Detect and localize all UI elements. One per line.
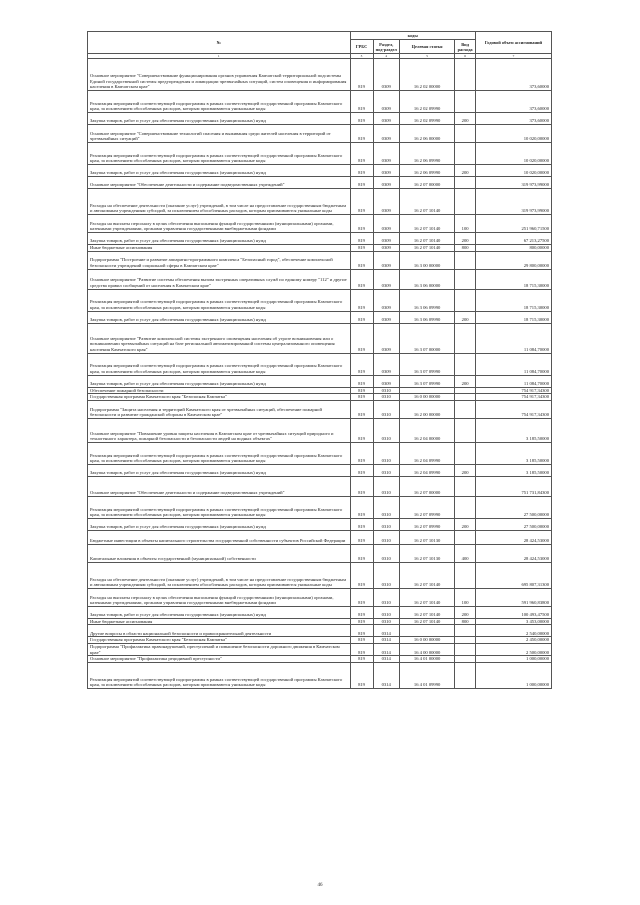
row-razdel-cell: 0309: [373, 189, 399, 215]
row-name-cell: Закупка товаров, работ и услуг для обеспечения государственных (муниципальных) нужд: [88, 464, 351, 476]
row-target-cell: 16 2 06 09990: [399, 165, 454, 177]
row-grbs-cell: 819: [350, 353, 373, 375]
row-expense-type-cell: 100: [455, 588, 476, 606]
row-razdel-cell: 0314: [373, 656, 399, 663]
row-expense-type-cell: [455, 442, 476, 464]
row-name-cell: Закупка товаров, работ и услуг для обеспечения государственных (муниципальных) нужд: [88, 311, 351, 323]
row-expense-type-cell: [455, 387, 476, 394]
row-target-cell: 16 3 06 00000: [399, 269, 454, 289]
row-amount-cell: 18 715,30000: [475, 289, 551, 311]
table-row: [88, 323, 552, 353]
row-razdel-cell: 0310: [373, 562, 399, 588]
row-target-cell: 16 2 02 09990: [399, 113, 454, 125]
table-row: [88, 606, 552, 618]
row-target-cell: 16 2 02 09990: [399, 91, 454, 113]
row-grbs-cell: 819: [350, 375, 373, 387]
row-expense-type-cell: 400: [455, 544, 476, 562]
row-expense-type-cell: [455, 400, 476, 418]
row-amount-cell: 2 500,00000: [475, 643, 551, 655]
row-expense-type-cell: [455, 323, 476, 353]
row-target-cell: 16 2 07 10140: [399, 215, 454, 233]
row-amount-cell: 11 084,70000: [475, 323, 551, 353]
row-name-cell: Реализация мероприятий соответствующей подпрограммы в рамках соответствующей государственной программы Камчатского края, за исключением обособленных расходов, которым присваиваются уникальные коды: [88, 496, 351, 518]
row-grbs-cell: 819: [350, 233, 373, 245]
row-razdel-cell: 0309: [373, 353, 399, 375]
row-grbs-cell: 819: [350, 662, 373, 688]
row-grbs-cell: 819: [350, 643, 373, 655]
row-name-cell: Основное мероприятие "Совершенствование технологий спасения и выживания среди жителей населения в территорий от чрезвычайных ситуаций": [88, 125, 351, 143]
table-row: [88, 643, 552, 655]
row-expense-type-cell: 200: [455, 233, 476, 245]
row-amount-cell: 373,60000: [475, 59, 551, 91]
row-amount-cell: 373,60000: [475, 113, 551, 125]
row-razdel-cell: 0310: [373, 588, 399, 606]
row-grbs-cell: 819: [350, 442, 373, 464]
row-razdel-cell: 0309: [373, 59, 399, 91]
row-expense-type-cell: [455, 656, 476, 663]
row-name-cell: Закупка товаров, работ и услуг для обеспечения государственных (муниципальных) нужд: [88, 165, 351, 177]
row-razdel-cell: 0310: [373, 442, 399, 464]
row-grbs-cell: 819: [350, 530, 373, 544]
header-razdel: Раздел, под-раздел: [373, 40, 399, 54]
row-name-cell: Закупка товаров, работ и услуг для обеспечения государственных (муниципальных) нужд: [88, 518, 351, 530]
row-name-cell: Закупка товаров, работ и услуг для обеспечения государственных (муниципальных) нужд: [88, 233, 351, 245]
row-amount-cell: 11 084,70000: [475, 375, 551, 387]
row-razdel-cell: 0309: [373, 91, 399, 113]
row-grbs-cell: 819: [350, 323, 373, 353]
row-name-cell: Государственная программа Камчатского края "Безопасная Камчатка": [88, 394, 351, 401]
row-expense-type-cell: [455, 562, 476, 588]
table-row: [88, 625, 552, 637]
row-expense-type-cell: [455, 530, 476, 544]
row-grbs-cell: 819: [350, 496, 373, 518]
row-amount-cell: 10 020,00000: [475, 165, 551, 177]
row-name-cell: Реализация мероприятий соответствующей подпрограммы в рамках соответствующей государственной программы Камчатского края, за исключением обособленных расходов, которым присваиваются уникальные коды: [88, 353, 351, 375]
row-razdel-cell: 0309: [373, 323, 399, 353]
row-razdel-cell: 0310: [373, 476, 399, 496]
row-expense-type-cell: [455, 189, 476, 215]
row-name-cell: Основное мероприятие "Совершенствование функционирования органов управления Камчатской территориальной подсистемы Единой государственной системы предупреждения и ликвидации чрезвычайных ситуаций, систем оповещения и информирования населения в Камчатском крае": [88, 59, 351, 91]
table-row: [88, 353, 552, 375]
row-target-cell: 16 2 07 10140: [399, 233, 454, 245]
row-name-cell: Основное мероприятие "Обеспечение деятельности и содержание подведомственных учреждений": [88, 177, 351, 189]
row-razdel-cell: 0309: [373, 251, 399, 269]
table-row: [88, 91, 552, 113]
table-row: [88, 418, 552, 442]
row-name-cell: Расходы на обеспечение деятельности (оказание услуг) учреждений, в том числе на предоставление государственным бюджетным и автономным учреждениям субсидий, за исключением обособленных расходов, которым присваиваются уникальные коды: [88, 562, 351, 588]
row-amount-cell: 10 020,00000: [475, 125, 551, 143]
row-target-cell: 16 4 01 00000: [399, 656, 454, 663]
row-razdel-cell: 0310: [373, 496, 399, 518]
row-target-cell: 16 3 00 00000: [399, 251, 454, 269]
row-name-cell: Основное мероприятие "Обеспечение деятельности и содержание подведомственных учреждений": [88, 476, 351, 496]
row-amount-cell: 11 084,70000: [475, 353, 551, 375]
row-name-cell: Реализация мероприятий соответствующей подпрограммы в рамках соответствующей государственной программы Камчатского края, за исключением обособленных расходов, которым присваиваются уникальные коды: [88, 662, 351, 688]
row-grbs-cell: 819: [350, 544, 373, 562]
row-name-cell: Бюджетные инвестиции в объекты капитального строительства государственной собственности субъектов Российской Федерации: [88, 530, 351, 544]
header-codes: коды: [350, 32, 475, 40]
table-row: [88, 251, 552, 269]
row-target-cell: 16 2 07 09990: [399, 496, 454, 518]
row-expense-type-cell: [455, 177, 476, 189]
row-amount-cell: 28 424,53000: [475, 530, 551, 544]
row-target-cell: 16 0 00 00000: [399, 394, 454, 401]
table-body: [88, 54, 552, 689]
row-expense-type-cell: [455, 353, 476, 375]
row-razdel-cell: 0310: [373, 394, 399, 401]
row-expense-type-cell: 200: [455, 518, 476, 530]
row-target-cell: [399, 625, 454, 637]
row-name-cell: Основное мероприятие "Профилактика рецидивной преступности": [88, 656, 351, 663]
row-target-cell: 16 2 07 10140: [399, 562, 454, 588]
row-razdel-cell: 0309: [373, 125, 399, 143]
row-name-cell: Реализация мероприятий соответствующей подпрограммы в рамках соответствующей государственной программы Камчатского края, за исключением обособленных расходов, которым присваиваются уникальные коды: [88, 91, 351, 113]
row-grbs-cell: 819: [350, 464, 373, 476]
row-expense-type-cell: 800: [455, 245, 476, 252]
row-target-cell: 16 2 07 10140: [399, 189, 454, 215]
row-target-cell: 16 3 06 09990: [399, 289, 454, 311]
row-expense-type-cell: 200: [455, 113, 476, 125]
row-grbs-cell: 819: [350, 387, 373, 394]
row-name-cell: Расходы на обеспечение деятельности (оказание услуг) учреждений, в том числе на предоставление государственным бюджетным и автономным учреждениям субсидий, за исключением обособленных расходов, которым присваиваются уникальные коды: [88, 189, 351, 215]
table-row: [88, 530, 552, 544]
table-row: [88, 375, 552, 387]
row-razdel-cell: 0309: [373, 165, 399, 177]
row-amount-cell: 251 960,71500: [475, 215, 551, 233]
row-razdel-cell: 0314: [373, 662, 399, 688]
row-target-cell: 16 2 04 09990: [399, 442, 454, 464]
budget-table: [87, 31, 552, 689]
row-grbs-cell: 819: [350, 588, 373, 606]
row-target-cell: 16 2 07 10140: [399, 606, 454, 618]
row-name-cell: Подпрограмма "Построение и развитие аппаратно-программного комплекса "Безопасный город", обеспечение комплексной безопасности учреждений социальной сферы в Камчатском крае": [88, 251, 351, 269]
row-expense-type-cell: [455, 643, 476, 655]
row-razdel-cell: 0310: [373, 518, 399, 530]
row-amount-cell: 3 453,00000: [475, 618, 551, 625]
row-expense-type-cell: [455, 496, 476, 518]
header-grbs: ГРБС: [350, 40, 373, 54]
table-row: [88, 245, 552, 252]
row-expense-type-cell: 200: [455, 165, 476, 177]
row-expense-type-cell: 200: [455, 311, 476, 323]
table-row: [88, 165, 552, 177]
row-grbs-cell: 819: [350, 418, 373, 442]
row-grbs-cell: 819: [350, 656, 373, 663]
row-amount-cell: 695 807,31300: [475, 562, 551, 588]
row-expense-type-cell: [455, 418, 476, 442]
row-amount-cell: 1 000,00000: [475, 656, 551, 663]
table-row: [88, 215, 552, 233]
row-target-cell: 16 2 07 10130: [399, 544, 454, 562]
row-name-cell: Расходы на выплаты персоналу в целях обеспечения выполнения функций государственными (муниципальными) органами, казенными учреждениями, органами управления государственными внебюджетными фондами: [88, 588, 351, 606]
row-expense-type-cell: 200: [455, 606, 476, 618]
row-grbs-cell: 819: [350, 311, 373, 323]
row-grbs-cell: 819: [350, 269, 373, 289]
row-amount-cell: 3 185,50000: [475, 418, 551, 442]
row-amount-cell: 373,60000: [475, 91, 551, 113]
row-razdel-cell: 0309: [373, 215, 399, 233]
row-target-cell: 16 2 04 09990: [399, 464, 454, 476]
row-amount-cell: 319 973,99000: [475, 177, 551, 189]
table-row: [88, 562, 552, 588]
row-target-cell: 16 2 07 10130: [399, 530, 454, 544]
row-grbs-cell: 819: [350, 125, 373, 143]
table-row: [88, 311, 552, 323]
row-expense-type-cell: [455, 125, 476, 143]
table-row: [88, 177, 552, 189]
row-expense-type-cell: [455, 289, 476, 311]
column-number-cell: 3: [350, 54, 373, 59]
row-razdel-cell: 0309: [373, 245, 399, 252]
row-grbs-cell: 819: [350, 618, 373, 625]
row-expense-type-cell: [455, 394, 476, 401]
table-row: [88, 442, 552, 464]
row-amount-cell: 2 540,00000: [475, 625, 551, 637]
row-amount-cell: 27 500,00000: [475, 518, 551, 530]
row-amount-cell: 1 000,00000: [475, 662, 551, 688]
row-grbs-cell: 819: [350, 59, 373, 91]
row-name-cell: Основное мероприятие "Развитие системы обеспечения вызова экстренных оперативных служб по единому номеру "112" и другие средства правил сообщений от населения в Камчатском крае": [88, 269, 351, 289]
table-row: [88, 59, 552, 91]
row-name-cell: Государственная программа Камчатского края "Безопасная Камчатка": [88, 637, 351, 644]
row-razdel-cell: 0309: [373, 289, 399, 311]
row-amount-cell: 67 213,27500: [475, 233, 551, 245]
table-row: [88, 637, 552, 644]
header-target-article: Целевая статья: [399, 40, 454, 54]
row-grbs-cell: 819: [350, 251, 373, 269]
table-row: [88, 113, 552, 125]
table-row: [88, 496, 552, 518]
table-row: [88, 143, 552, 165]
row-amount-cell: 27 500,00000: [475, 496, 551, 518]
row-name-cell: Реализация мероприятий соответствующей подпрограммы в рамках соответствующей государственной программы Камчатского края, за исключением обособленных расходов, которым присваиваются уникальные коды: [88, 442, 351, 464]
row-grbs-cell: 819: [350, 394, 373, 401]
row-amount-cell: 29 800,00000: [475, 251, 551, 269]
row-name-cell: Обеспечение пожарной безопасности: [88, 387, 351, 394]
row-grbs-cell: 819: [350, 562, 373, 588]
table-row: [88, 464, 552, 476]
row-amount-cell: 18 715,30000: [475, 311, 551, 323]
row-name-cell: Иные бюджетные ассигнования: [88, 245, 351, 252]
row-target-cell: 16 3 07 00000: [399, 323, 454, 353]
table-row: [88, 544, 552, 562]
table-row: [88, 394, 552, 401]
row-razdel-cell: 0309: [373, 177, 399, 189]
table-row: [88, 269, 552, 289]
row-amount-cell: 3 185,50000: [475, 442, 551, 464]
table-row: [88, 125, 552, 143]
row-target-cell: 16 2 07 00000: [399, 476, 454, 496]
row-grbs-cell: 819: [350, 113, 373, 125]
row-grbs-cell: 819: [350, 143, 373, 165]
row-razdel-cell: 0314: [373, 643, 399, 655]
row-grbs-cell: 819: [350, 400, 373, 418]
row-amount-cell: 754 917,34300: [475, 394, 551, 401]
row-target-cell: 16 2 02 00000: [399, 59, 454, 91]
row-grbs-cell: 819: [350, 625, 373, 637]
row-name-cell: Расходы на выплаты персоналу в целях обеспечения выполнения функций государственными (муниципальными) органами, казенными учреждениями, органами управления государственными внебюджетными фондами: [88, 215, 351, 233]
row-razdel-cell: 0309: [373, 113, 399, 125]
row-expense-type-cell: [455, 637, 476, 644]
row-target-cell: 16 2 07 00000: [399, 177, 454, 189]
table-row: [88, 662, 552, 688]
row-razdel-cell: 0309: [373, 143, 399, 165]
column-number-cell: 1: [88, 54, 351, 59]
column-number-cell: 5: [399, 54, 454, 59]
header-number: №: [88, 32, 351, 54]
row-razdel-cell: 0314: [373, 637, 399, 644]
row-name-cell: Закупка товаров, работ и услуг для обеспечения государственных (муниципальных) нужд: [88, 113, 351, 125]
table-row: [88, 588, 552, 606]
row-expense-type-cell: [455, 143, 476, 165]
row-target-cell: 16 2 07 10140: [399, 588, 454, 606]
row-name-cell: Подпрограмма "Профилактика правонарушений, преступлений и повышение безопасности дорожного движения в Камчатском крае": [88, 643, 351, 655]
row-target-cell: 16 2 07 09990: [399, 518, 454, 530]
table-row: [88, 656, 552, 663]
row-razdel-cell: 0310: [373, 387, 399, 394]
row-expense-type-cell: 200: [455, 464, 476, 476]
row-target-cell: 16 4 01 09990: [399, 662, 454, 688]
row-name-cell: Иные бюджетные ассигнования: [88, 618, 351, 625]
row-expense-type-cell: [455, 269, 476, 289]
row-razdel-cell: 0310: [373, 530, 399, 544]
table-row: [88, 476, 552, 496]
row-target-cell: 16 0 00 00000: [399, 637, 454, 644]
row-razdel-cell: 0310: [373, 618, 399, 625]
table-header: [88, 32, 552, 54]
row-target-cell: 16 2 00 00000: [399, 400, 454, 418]
row-amount-cell: 18 715,30000: [475, 269, 551, 289]
row-amount-cell: 28 424,53000: [475, 544, 551, 562]
row-grbs-cell: 819: [350, 177, 373, 189]
row-razdel-cell: 0314: [373, 625, 399, 637]
budget-table-sheet: [87, 31, 552, 689]
table-row: [88, 618, 552, 625]
header-expense-type: Вид расхода: [455, 40, 476, 54]
row-grbs-cell: 819: [350, 476, 373, 496]
row-amount-cell: 591 960,83800: [475, 588, 551, 606]
row-name-cell: Реализация мероприятий соответствующей подпрограммы в рамках соответствующей государственной программы Камчатского края, за исключением обособленных расходов, которым присваиваются уникальные коды: [88, 143, 351, 165]
row-target-cell: 16 2 07 10140: [399, 245, 454, 252]
row-grbs-cell: 819: [350, 518, 373, 530]
row-amount-cell: 751 731,84300: [475, 476, 551, 496]
row-expense-type-cell: 100: [455, 215, 476, 233]
row-razdel-cell: 0310: [373, 464, 399, 476]
row-name-cell: Капитальные вложения в объекты государственной (муниципальной) собственности: [88, 544, 351, 562]
row-target-cell: 16 4 00 00000: [399, 643, 454, 655]
column-number-cell: 6: [455, 54, 476, 59]
table-row: [88, 387, 552, 394]
row-grbs-cell: 819: [350, 165, 373, 177]
page-number: 46: [317, 883, 323, 888]
row-grbs-cell: 819: [350, 245, 373, 252]
row-expense-type-cell: [455, 476, 476, 496]
row-expense-type-cell: [455, 662, 476, 688]
row-amount-cell: 10 020,00000: [475, 143, 551, 165]
row-amount-cell: 319 973,99000: [475, 189, 551, 215]
row-razdel-cell: 0310: [373, 544, 399, 562]
column-number-cell: 7: [475, 54, 551, 59]
row-grbs-cell: 819: [350, 289, 373, 311]
row-name-cell: Подпрограмма "Защита населения и территорий Камчатского края от чрезвычайных ситуаций, обеспечение пожарной безопасности и развитие гражданской обороны в Камчатском крае": [88, 400, 351, 418]
row-name-cell: Реализация мероприятий соответствующей подпрограммы в рамках соответствующей государственной программы Камчатского края, за исключением обособленных расходов, которым присваиваются уникальные коды: [88, 289, 351, 311]
row-grbs-cell: 819: [350, 606, 373, 618]
row-grbs-cell: 819: [350, 189, 373, 215]
header-annual-volume: Годовой объем ассигнований: [475, 32, 551, 54]
row-expense-type-cell: [455, 91, 476, 113]
table-row: [88, 400, 552, 418]
row-razdel-cell: 0309: [373, 375, 399, 387]
row-expense-type-cell: 800: [455, 618, 476, 625]
row-target-cell: 16 2 04 00000: [399, 418, 454, 442]
row-target-cell: 16 3 07 09990: [399, 353, 454, 375]
row-amount-cell: 800,00000: [475, 245, 551, 252]
row-razdel-cell: 0309: [373, 269, 399, 289]
row-amount-cell: 100 493,47500: [475, 606, 551, 618]
row-name-cell: Другие вопросы в области национальной безопасности и правоохранительной деятельности: [88, 625, 351, 637]
row-razdel-cell: 0309: [373, 311, 399, 323]
row-target-cell: 16 2 06 00000: [399, 125, 454, 143]
row-grbs-cell: 819: [350, 215, 373, 233]
row-name-cell: Закупка товаров, работ и услуг для обеспечения государственных (муниципальных) нужд: [88, 606, 351, 618]
row-amount-cell: 754 917,34300: [475, 400, 551, 418]
table-row: [88, 289, 552, 311]
table-row: [88, 518, 552, 530]
row-amount-cell: 754 917,34300: [475, 387, 551, 394]
row-amount-cell: 3 185,50000: [475, 464, 551, 476]
row-amount-cell: 2 450,00000: [475, 637, 551, 644]
row-expense-type-cell: 200: [455, 375, 476, 387]
row-target-cell: 16 3 07 09990: [399, 375, 454, 387]
row-target-cell: 16 3 06 09990: [399, 311, 454, 323]
row-name-cell: Закупка товаров, работ и услуг для обеспечения государственных (муниципальных) нужд: [88, 375, 351, 387]
row-target-cell: 16 2 06 09990: [399, 143, 454, 165]
row-target-cell: 16 2 07 10140: [399, 618, 454, 625]
table-row: [88, 233, 552, 245]
row-grbs-cell: 819: [350, 637, 373, 644]
row-target-cell: [399, 387, 454, 394]
row-expense-type-cell: [455, 251, 476, 269]
row-razdel-cell: 0310: [373, 400, 399, 418]
row-name-cell: Основное мероприятие "Развитие комплексной системы экстренного оповещения населения об угрозе возникновения или о возникновении чрезвычайных ситуаций на базе региональной автоматизированной системы централизованного оповещения населения Камчатского края": [88, 323, 351, 353]
row-razdel-cell: 0310: [373, 418, 399, 442]
row-expense-type-cell: [455, 625, 476, 637]
table-row: [88, 189, 552, 215]
row-grbs-cell: 819: [350, 91, 373, 113]
column-number-cell: 4: [373, 54, 399, 59]
row-name-cell: Основное мероприятие "Повышение уровня защиты населения в Камчатском крае от чрезвычайных ситуаций природного и техногенного характера, пожарной безопасности и безопасности людей на водных объектах": [88, 418, 351, 442]
row-razdel-cell: 0309: [373, 233, 399, 245]
row-razdel-cell: 0310: [373, 606, 399, 618]
row-expense-type-cell: [455, 59, 476, 91]
